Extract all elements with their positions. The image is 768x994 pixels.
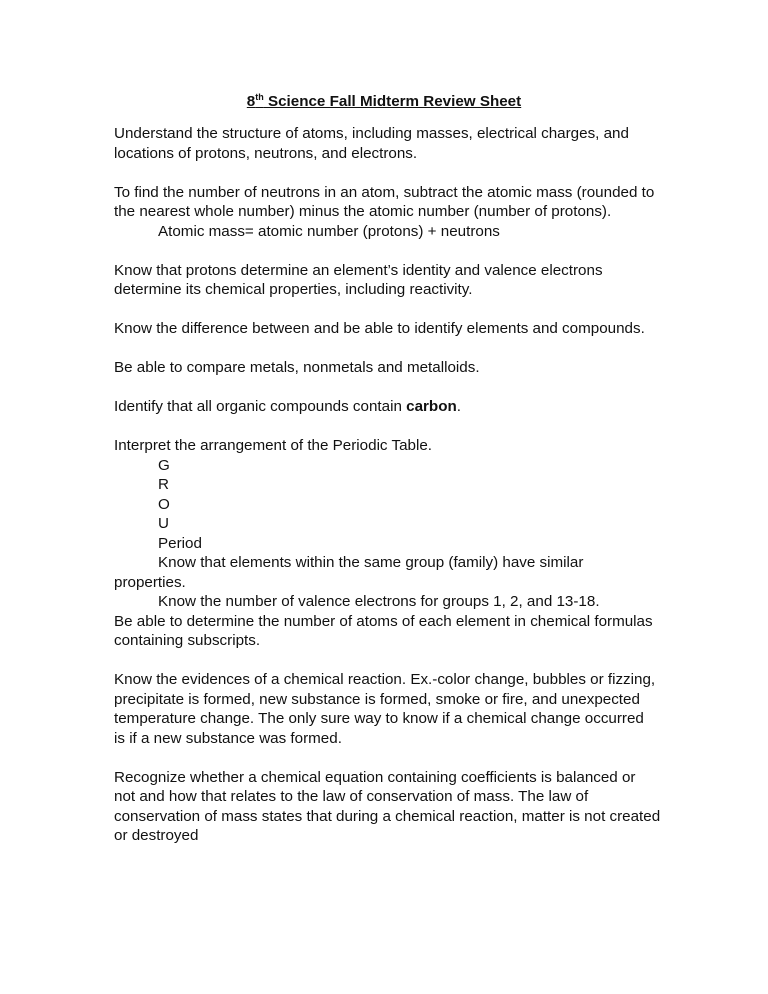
atomic-mass-formula: Atomic mass= atomic number (protons) + neutrons bbox=[158, 222, 500, 240]
paragraph-chemical-reaction bbox=[114, 670, 674, 748]
paragraph-metals: Be able to compare metals, nonmetals and metalloids. bbox=[114, 359, 480, 376]
paragraph-line: precipitate is formed, new substance is formed, smoke or fire, and unexpected bbox=[114, 690, 640, 708]
group-letter: G bbox=[158, 456, 170, 474]
title-ordinal-suffix: th bbox=[255, 92, 264, 102]
paragraph-line: determine its chemical properties, including reactivity. bbox=[114, 281, 473, 298]
paragraph-periodic-table bbox=[114, 436, 674, 651]
title-grade: 8 bbox=[246, 93, 256, 110]
paragraph-line: containing subscripts. bbox=[114, 632, 261, 649]
paragraph-elements-compounds: Know the difference between and be able to identify elements and compounds. bbox=[114, 320, 645, 337]
group-letter: U bbox=[158, 515, 169, 532]
group-letter: O bbox=[158, 495, 170, 513]
paragraph-conservation-of-mass bbox=[114, 768, 674, 846]
paragraph-organic-compounds bbox=[114, 397, 674, 417]
paragraph-line: temperature change. The only sure way to know if a chemical change occurred bbox=[114, 710, 644, 727]
paragraph-line: Be able to determine the number of atoms of each element in chemical formulas bbox=[114, 612, 653, 630]
page-title bbox=[0, 92, 768, 112]
document-body bbox=[114, 124, 674, 846]
paragraph-line: Recognize whether a chemical equation containing coefficients is balanced or bbox=[114, 768, 636, 786]
paragraph-line: conservation of mass states that during a chemical reaction, matter is not created bbox=[114, 807, 661, 825]
paragraph-line: Know that protons determine an element’s identity and valence electrons bbox=[114, 261, 603, 279]
title-text: Science Fall Midterm Review Sheet bbox=[263, 93, 522, 110]
group-letter: R bbox=[158, 476, 169, 493]
paragraph-line: properties. bbox=[114, 573, 186, 591]
paragraph-line: Know that elements within the same group (family) have similar bbox=[158, 554, 584, 571]
paragraph-line: not and how that relates to the law of conservation of mass. The law of bbox=[114, 788, 589, 805]
paragraph-protons-identity bbox=[114, 261, 674, 300]
paragraph-line: Know the number of valence electrons for groups 1, 2, and 13-18. bbox=[158, 593, 600, 610]
paragraph-line: or destroyed bbox=[114, 827, 199, 844]
paragraph-neutrons bbox=[114, 183, 674, 242]
carbon-bold: carbon bbox=[406, 398, 457, 415]
paragraph-line: To find the number of neutrons in an atom, subtract the atomic mass (rounded to bbox=[114, 183, 655, 201]
organic-text: Identify that all organic compounds contain bbox=[114, 398, 407, 415]
paragraph-line: Know the evidences of a chemical reaction. Ex.-color change, bubbles or fizzing, bbox=[114, 671, 656, 688]
paragraph-atom-structure bbox=[114, 124, 674, 163]
paragraph-line: is if a new substance was formed. bbox=[114, 729, 342, 747]
paragraph-line: Understand the structure of atoms, including masses, electrical charges, and bbox=[114, 125, 629, 142]
paragraph-line: locations of protons, neutrons, and electrons. bbox=[114, 144, 418, 162]
period-label: Period bbox=[158, 534, 202, 552]
paragraph-line: Interpret the arrangement of the Periodic Table. bbox=[114, 437, 433, 454]
organic-period: . bbox=[456, 398, 461, 415]
paragraph-line: the nearest whole number) minus the atomic number (number of protons). bbox=[114, 203, 612, 220]
